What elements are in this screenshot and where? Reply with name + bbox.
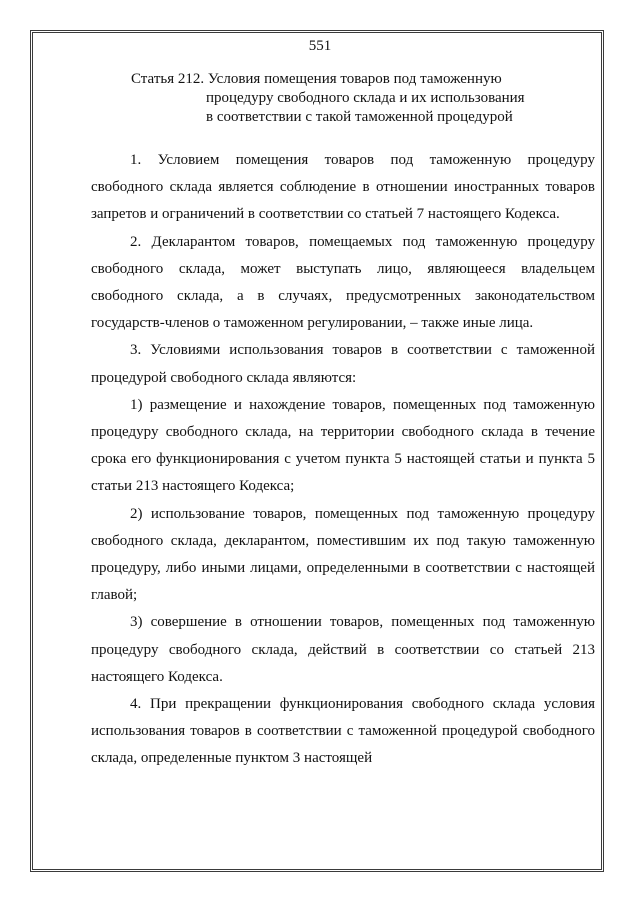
paragraph-3-item-1: 1) размещение и нахождение товаров, помещенных под таможенную процедуру свободного склада, на территории свободного склада в течение срока его функционирования с учетом пункта 5 настоящей статьи и пункта 5 статьи 213 настоящего Кодекса; [91,396,595,495]
article-heading-line-2: процедуру свободного склада и их использования [206,90,525,106]
paragraph-3: 3. Условиями использования товаров в соответствии с таможенной процедурой свободного склада являются: [91,342,595,386]
paragraph-1: 1. Условием помещения товаров под таможенную процедуру свободного склада является соблюдение в отношении иностранных товаров запретов и ограничений в соответствии со статьей 7 настоящего Кодекса. [91,152,595,223]
paragraph-3-item-2: 2) использование товаров, помещенных под таможенную процедуру свободного склада, декларантом, поместившим их под такую таможенную процедуру, либо иными лицами, определенными в соответствии с настоящей главой; [91,505,595,604]
article-heading [131,70,525,127]
article-heading-line-3: в соответствии с такой таможенной процедурой [206,109,513,125]
page-number: 551 [308,38,332,54]
article-heading-line-1: Статья 212. Условия помещения товаров под таможенную [131,71,502,87]
article-body [91,147,595,773]
paragraph-4: 4. При прекращении функционирования свободного склада условия использования товаров в соответствии с таможенной процедурой свободного склада, определенные пунктом 3 настоящей [91,696,595,767]
paragraph-3-item-3: 3) совершение в отношении товаров, помещенных под таможенную процедуру свободного склада, действий в соответствии со статьей 213 настоящего Кодекса. [91,614,595,685]
paragraph-2: 2. Декларантом товаров, помещаемых под таможенную процедуру свободного склада, может выступать лицо, являющееся владельцем свободного склада, а в случаях, предусмотренных законодательством государств-членов о таможенном регулировании, – также иные лица. [91,233,595,332]
